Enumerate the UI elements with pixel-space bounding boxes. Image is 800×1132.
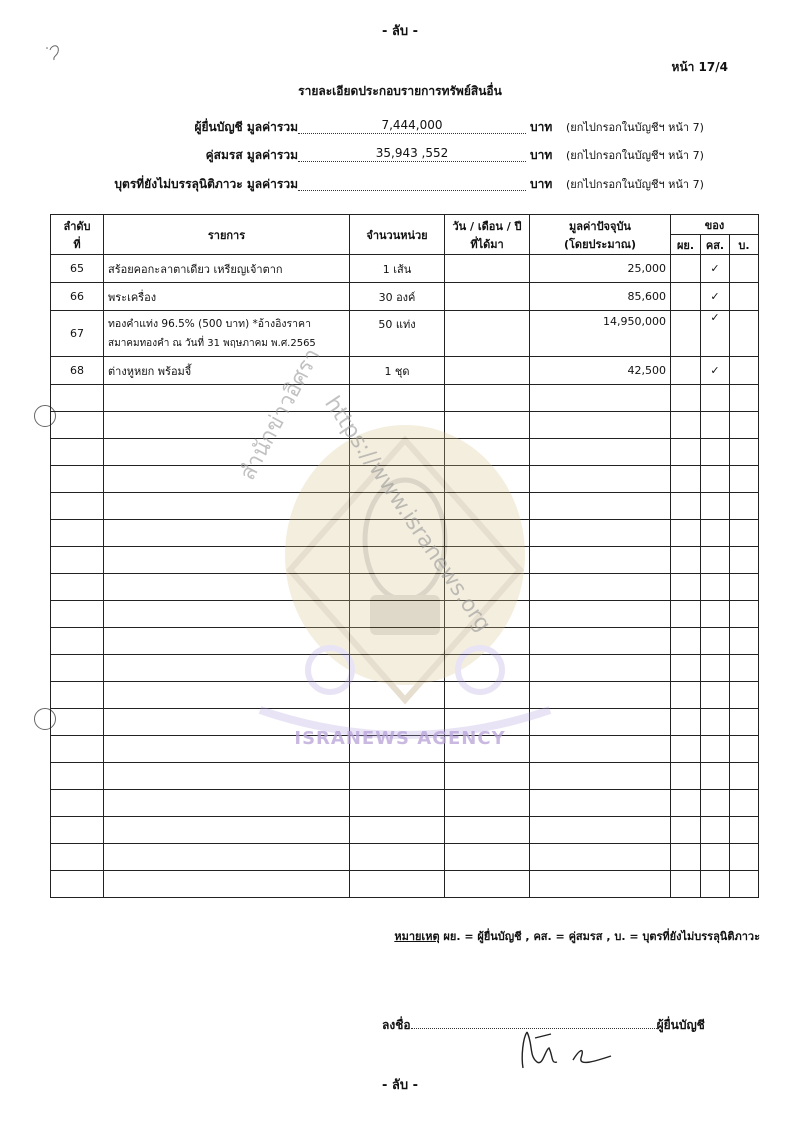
legend-text: ผย. = ผู้ยื่นบัญชี , คส. = คู่สมรส , บ. = บุตรที่ยังไม่บรรลุนิติภาวะ xyxy=(439,930,760,943)
cell-empty xyxy=(445,682,530,709)
check-icon: ✓ xyxy=(701,255,730,283)
table-row-empty xyxy=(51,385,759,412)
corner-mark xyxy=(44,40,68,68)
check-icon: ✓ xyxy=(701,283,730,311)
cell-item-text: ทองคำแท่ง 96.5% (500 บาท) *อ้างอิงราคา xyxy=(108,317,311,330)
watermark-agency-text: ISRANEWS AGENCY xyxy=(294,728,506,749)
cell-qty: 1 ชุด xyxy=(350,357,445,385)
cell-empty xyxy=(671,547,701,574)
summary-note: (ยกไปกรอกในบัญชีฯ หน้า 7) xyxy=(566,121,704,134)
cell-empty xyxy=(104,439,350,466)
cell-empty xyxy=(350,817,445,844)
cell-empty xyxy=(671,601,701,628)
col-header-child: บ. xyxy=(730,235,759,255)
cell-empty xyxy=(350,844,445,871)
cell-empty xyxy=(530,844,671,871)
cell-empty xyxy=(701,682,730,709)
cell-empty xyxy=(730,844,759,871)
cell-empty xyxy=(104,574,350,601)
cell-empty xyxy=(730,628,759,655)
col-header-date xyxy=(445,215,530,255)
cell-no: 65 xyxy=(51,255,104,283)
cell-empty xyxy=(730,817,759,844)
col-header-no-line2: ที่ xyxy=(73,237,81,251)
cell-empty xyxy=(701,385,730,412)
col-header-value xyxy=(530,215,671,255)
cell-empty xyxy=(730,655,759,682)
cell-empty xyxy=(671,520,701,547)
table-row-empty xyxy=(51,763,759,790)
col-header-no xyxy=(51,215,104,255)
cell-item xyxy=(104,255,350,283)
cell-empty xyxy=(104,493,350,520)
sign-role: ผู้ยื่นบัญชี xyxy=(656,1018,705,1032)
cell-empty xyxy=(701,628,730,655)
cell-empty xyxy=(730,763,759,790)
cell-value: 42,500 xyxy=(530,357,671,385)
cell-empty xyxy=(671,412,701,439)
cell-empty xyxy=(701,439,730,466)
cell-no: 68 xyxy=(51,357,104,385)
cell-item xyxy=(104,283,350,311)
cell-child xyxy=(730,255,759,283)
cell-empty xyxy=(701,871,730,898)
cell-empty xyxy=(701,844,730,871)
cell-empty xyxy=(730,790,759,817)
table-row-empty xyxy=(51,547,759,574)
cell-empty xyxy=(445,628,530,655)
table-row-empty xyxy=(51,682,759,709)
cell-empty xyxy=(671,466,701,493)
cell-empty xyxy=(104,790,350,817)
table-row-empty xyxy=(51,574,759,601)
cell-empty xyxy=(104,817,350,844)
cell-value: 85,600 xyxy=(530,283,671,311)
cell-child xyxy=(730,357,759,385)
cell-empty xyxy=(701,574,730,601)
cell-empty xyxy=(701,466,730,493)
cell-empty xyxy=(445,817,530,844)
col-header-date-line2: ที่ได้มา xyxy=(470,237,504,251)
cell-empty xyxy=(671,790,701,817)
cell-empty xyxy=(701,601,730,628)
table-row xyxy=(51,283,759,311)
cell-empty xyxy=(671,871,701,898)
cell-empty xyxy=(730,493,759,520)
col-header-value-line1: มูลค่าปัจจุบัน xyxy=(569,219,631,233)
summary-unit: บาท xyxy=(530,120,553,134)
cell-item-text: พระเครื่อง xyxy=(108,290,157,304)
cell-empty xyxy=(104,655,350,682)
cell-empty xyxy=(530,763,671,790)
cell-empty xyxy=(671,385,701,412)
table-row xyxy=(51,357,759,385)
cell-empty xyxy=(530,385,671,412)
cell-declarant xyxy=(671,255,701,283)
cell-empty xyxy=(701,493,730,520)
cell-empty xyxy=(104,412,350,439)
cell-empty xyxy=(104,601,350,628)
cell-empty xyxy=(51,817,104,844)
cell-empty xyxy=(730,466,759,493)
cell-empty xyxy=(730,412,759,439)
cell-declarant xyxy=(671,311,701,357)
table-row xyxy=(51,255,759,283)
cell-empty xyxy=(51,493,104,520)
cell-empty xyxy=(530,520,671,547)
cell-empty xyxy=(701,790,730,817)
cell-empty xyxy=(104,682,350,709)
sign-label: ลงชื่อ xyxy=(382,1018,411,1032)
cell-empty xyxy=(350,790,445,817)
cell-empty xyxy=(701,547,730,574)
table-row-empty xyxy=(51,871,759,898)
cell-empty xyxy=(701,520,730,547)
legend-note xyxy=(394,927,760,945)
cell-empty xyxy=(701,412,730,439)
cell-empty xyxy=(445,412,530,439)
handwritten-signature-icon xyxy=(515,1026,625,1076)
cell-item-text: ต่างหูหยก พร้อมจี้ xyxy=(108,364,192,378)
table-row-empty xyxy=(51,601,759,628)
cell-item-text: สร้อยคอกะลาตาเดียว เหรียญเจ้าตาก xyxy=(108,262,283,276)
cell-empty xyxy=(51,682,104,709)
cell-empty xyxy=(530,682,671,709)
corner-scribble-icon xyxy=(44,40,68,64)
cell-empty xyxy=(730,385,759,412)
summary-unit: บาท xyxy=(530,148,553,162)
cell-empty xyxy=(530,574,671,601)
cell-empty xyxy=(530,412,671,439)
cell-empty xyxy=(51,763,104,790)
cell-date xyxy=(445,311,530,357)
col-header-value-line2: (โดยประมาณ) xyxy=(564,237,636,251)
cell-empty xyxy=(530,655,671,682)
cell-empty xyxy=(104,844,350,871)
table-row-empty xyxy=(51,628,759,655)
cell-empty xyxy=(445,655,530,682)
cell-empty xyxy=(350,763,445,790)
table-row xyxy=(51,311,759,357)
cell-empty xyxy=(730,871,759,898)
cell-empty xyxy=(730,601,759,628)
cell-empty xyxy=(51,655,104,682)
cell-date xyxy=(445,283,530,311)
cell-empty xyxy=(730,574,759,601)
cell-empty xyxy=(701,655,730,682)
cell-empty xyxy=(51,412,104,439)
cell-empty xyxy=(730,682,759,709)
page-number: หน้า 17/4 xyxy=(671,60,728,74)
classification-header: - ลับ - xyxy=(381,24,419,39)
cell-empty xyxy=(671,628,701,655)
summary-declarant xyxy=(0,118,800,138)
cell-empty xyxy=(445,844,530,871)
cell-empty xyxy=(51,628,104,655)
cell-empty xyxy=(51,385,104,412)
check-icon: ✓ xyxy=(701,357,730,385)
cell-no: 67 xyxy=(51,311,104,357)
col-header-date-line1: วัน / เดือน / ปี xyxy=(452,219,522,233)
page-title: รายละเอียดประกอบรายการทรัพย์สินอื่น xyxy=(298,84,502,98)
cell-empty xyxy=(51,439,104,466)
table-row-empty xyxy=(51,412,759,439)
table-row-empty xyxy=(51,655,759,682)
cell-date xyxy=(445,357,530,385)
cell-empty xyxy=(51,466,104,493)
cell-empty xyxy=(104,628,350,655)
cell-empty xyxy=(104,871,350,898)
cell-empty xyxy=(51,601,104,628)
cell-qty: 50 แท่ง xyxy=(350,311,445,357)
cell-empty xyxy=(350,574,445,601)
summary-label: ผู้ยื่นบัญชี มูลค่ารวม xyxy=(194,120,298,134)
cell-empty xyxy=(671,682,701,709)
cell-declarant xyxy=(671,357,701,385)
col-header-no-line1: ลำดับ xyxy=(63,219,91,233)
summary-note: (ยกไปกรอกในบัญชีฯ หน้า 7) xyxy=(566,149,704,162)
cell-empty xyxy=(530,628,671,655)
cell-empty xyxy=(671,817,701,844)
cell-empty xyxy=(730,439,759,466)
cell-declarant xyxy=(671,283,701,311)
cell-empty xyxy=(445,466,530,493)
cell-empty xyxy=(104,466,350,493)
cell-empty xyxy=(445,385,530,412)
cell-empty xyxy=(530,439,671,466)
cell-empty xyxy=(51,844,104,871)
cell-child xyxy=(730,283,759,311)
cell-empty xyxy=(350,655,445,682)
summary-note: (ยกไปกรอกในบัญชีฯ หน้า 7) xyxy=(566,178,704,191)
summary-label: บุตรที่ยังไม่บรรลุนิติภาวะ มูลค่ารวม xyxy=(114,177,298,191)
cell-no: 66 xyxy=(51,283,104,311)
watermark-thai-text: สำนักข่าวอิศรา xyxy=(235,344,326,485)
cell-empty xyxy=(530,466,671,493)
summary-label: คู่สมรส มูลค่ารวม xyxy=(205,148,298,162)
cell-empty xyxy=(530,493,671,520)
cell-empty xyxy=(445,763,530,790)
cell-empty xyxy=(350,601,445,628)
cell-empty xyxy=(51,547,104,574)
cell-qty: 1 เส้น xyxy=(350,255,445,283)
cell-date xyxy=(445,255,530,283)
cell-item-text-line2: สมาคมทองคำ ณ วันที่ 31 พฤษภาคม พ.ศ.2565 xyxy=(108,337,316,349)
cell-empty xyxy=(671,574,701,601)
table-row-empty xyxy=(51,844,759,871)
cell-empty xyxy=(671,655,701,682)
cell-empty xyxy=(671,763,701,790)
cell-qty: 30 องค์ xyxy=(350,283,445,311)
cell-empty xyxy=(104,547,350,574)
cell-empty xyxy=(730,547,759,574)
cell-empty xyxy=(445,871,530,898)
cell-empty xyxy=(350,385,445,412)
summary-child xyxy=(0,175,800,195)
cell-empty xyxy=(530,871,671,898)
cell-value: 25,000 xyxy=(530,255,671,283)
cell-empty xyxy=(350,628,445,655)
cell-child xyxy=(730,311,759,357)
col-header-declarant: ผย. xyxy=(671,235,701,255)
cell-empty xyxy=(701,817,730,844)
cell-empty xyxy=(671,493,701,520)
cell-empty xyxy=(104,520,350,547)
col-header-qty: จำนวนหน่วย xyxy=(350,215,445,255)
cell-value: 14,950,000 xyxy=(530,311,671,357)
summary-spouse xyxy=(0,146,800,166)
cell-empty xyxy=(104,763,350,790)
cell-empty xyxy=(445,439,530,466)
cell-empty xyxy=(51,520,104,547)
cell-empty xyxy=(51,574,104,601)
assets-table xyxy=(50,214,759,898)
cell-empty xyxy=(445,520,530,547)
cell-empty xyxy=(701,763,730,790)
cell-empty xyxy=(671,844,701,871)
col-header-item: รายการ xyxy=(104,215,350,255)
summary-value xyxy=(298,175,526,191)
cell-empty xyxy=(730,520,759,547)
summary-unit: บาท xyxy=(530,177,553,191)
table-row-empty xyxy=(51,790,759,817)
cell-empty xyxy=(530,790,671,817)
cell-empty xyxy=(530,547,671,574)
legend-label: หมายเหตุ xyxy=(394,930,440,943)
table-row-empty xyxy=(51,817,759,844)
cell-empty xyxy=(445,493,530,520)
cell-empty xyxy=(671,439,701,466)
summary-value: 35,943 ,552 xyxy=(298,146,526,162)
watermark-url-text: https://www.isranews.org xyxy=(319,392,496,637)
cell-empty xyxy=(51,871,104,898)
cell-empty xyxy=(350,871,445,898)
summary-value: 7,444,000 xyxy=(298,118,526,134)
cell-empty xyxy=(445,790,530,817)
col-header-owner: ของ xyxy=(671,215,759,235)
cell-empty xyxy=(530,817,671,844)
classification-footer: - ลับ - xyxy=(381,1078,419,1093)
cell-empty xyxy=(530,601,671,628)
cell-empty xyxy=(51,790,104,817)
table-row-empty xyxy=(51,439,759,466)
col-header-spouse: คส. xyxy=(701,235,730,255)
check-icon: ✓ xyxy=(701,311,730,357)
cell-empty xyxy=(350,682,445,709)
